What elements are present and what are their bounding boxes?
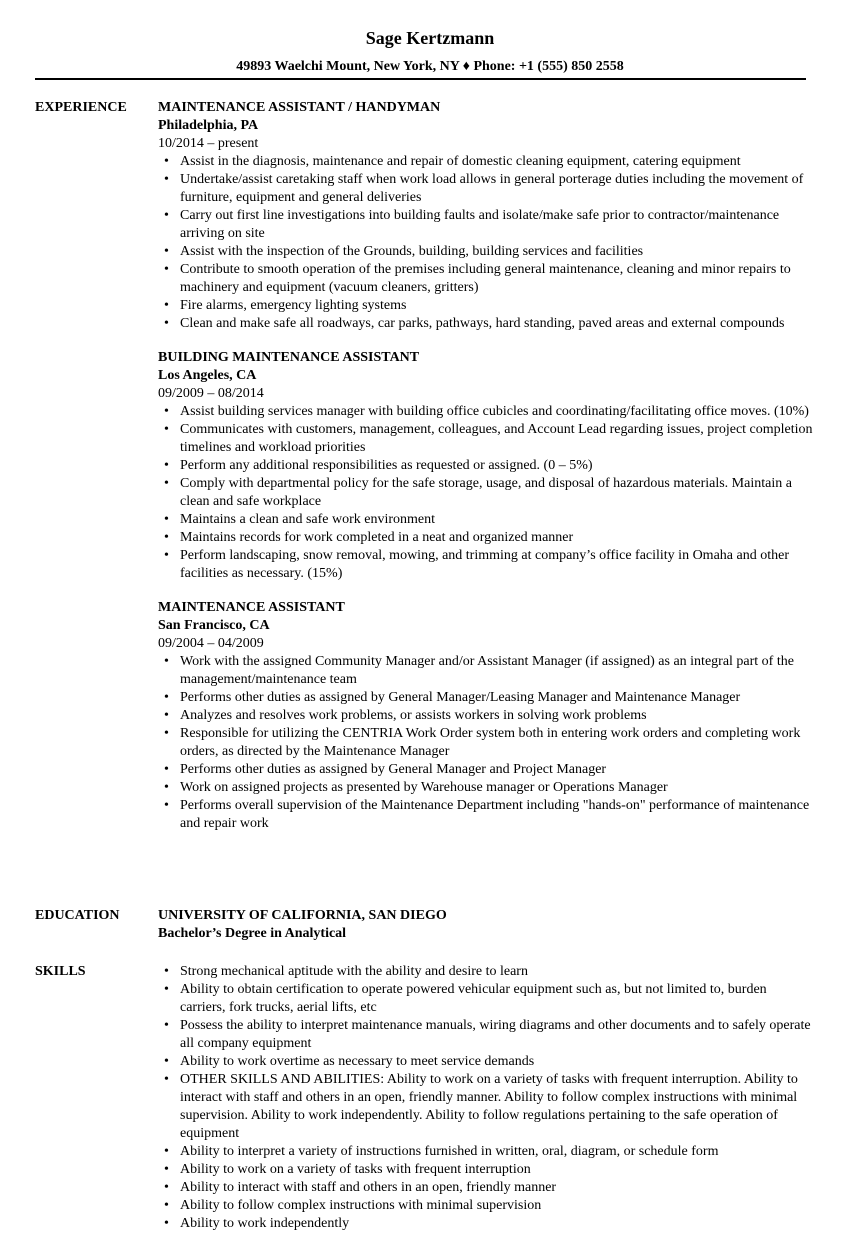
job-title: MAINTENANCE ASSISTANT <box>158 600 345 615</box>
list-item: • Perform landscaping, snow removal, mowing, and trimming at company’s office facility in Omaha and other facilities as necessary. (15%) <box>158 547 813 583</box>
job-entry <box>158 599 813 833</box>
experience-list <box>158 99 813 849</box>
list-item: • Performs other duties as assigned by General Manager and Project Manager <box>158 761 813 779</box>
list-item: • Undertake/assist caretaking staff when work load allows in general porterage duties including the movement of furniture, equipment and general deliveries <box>158 171 813 207</box>
list-item: • Ability to interpret a variety of instructions furnished in written, oral, diagram, or schedule form <box>158 1143 813 1161</box>
contact-line: 49893 Waelchi Mount, New York, NY ♦ Phone: +1 (555) 850 2558 <box>236 59 624 74</box>
header-divider <box>35 78 806 80</box>
list-item: • Strong mechanical aptitude with the ability and desire to learn <box>158 963 813 981</box>
list-item: • Possess the ability to interpret maintenance manuals, wiring diagrams and other documents and to safely operate all company equipment <box>158 1017 813 1053</box>
candidate-name: Sage Kertzmann <box>365 28 495 48</box>
list-item: • Ability to follow complex instructions with minimal supervision <box>158 1197 813 1215</box>
list-item: • Fire alarms, emergency lighting systems <box>158 297 813 315</box>
section-label-education: EDUCATION <box>35 908 120 923</box>
job-dates: 10/2014 – present <box>158 136 259 151</box>
job-title: BUILDING MAINTENANCE ASSISTANT <box>158 350 420 365</box>
job-entry <box>158 349 813 583</box>
list-item: • Maintains a clean and safe work environment <box>158 511 813 529</box>
job-entry <box>158 99 813 333</box>
job-dates: 09/2009 – 08/2014 <box>158 386 264 401</box>
list-item: • Performs overall supervision of the Maintenance Department including "hands-on" performance of maintenance and repair work <box>158 797 813 833</box>
section-label-skills: SKILLS <box>35 964 86 979</box>
list-item: • Ability to work independently <box>158 1215 813 1233</box>
job-location: Philadelphia, PA <box>158 118 259 133</box>
list-item: • Ability to work on a variety of tasks with frequent interruption <box>158 1161 813 1179</box>
list-item: • Work on assigned projects as presented by Warehouse manager or Operations Manager <box>158 779 813 797</box>
list-item: • Maintains records for work completed in a neat and organized manner <box>158 529 813 547</box>
job-title: MAINTENANCE ASSISTANT / HANDYMAN <box>158 100 441 115</box>
list-item: • Ability to obtain certification to operate powered vehicular equipment such as, but not limited to, burden carriers, fork trucks, aerial lifts, etc <box>158 981 813 1017</box>
list-item: • Assist with the inspection of the Grounds, building, building services and facilities <box>158 243 813 261</box>
job-dates: 09/2004 – 04/2009 <box>158 636 264 651</box>
school-name: UNIVERSITY OF CALIFORNIA, SAN DIEGO <box>158 908 447 923</box>
list-item: • Perform any additional responsibilities as requested or assigned. (0 – 5%) <box>158 457 813 475</box>
skills-bullets <box>158 963 813 1233</box>
list-item: • OTHER SKILLS AND ABILITIES: Ability to work on a variety of tasks with frequent interruption. Ability to interact with staff and others in an open, friendly manner. Ability to follow complex instructions with minimal supervision. Ability to work independently. Ability to follow regulations pertaining to the safe operation of equipment <box>158 1071 813 1143</box>
skills-list <box>158 963 813 1233</box>
list-item: • Assist in the diagnosis, maintenance and repair of domestic cleaning equipment, catering equipment <box>158 153 813 171</box>
list-item: • Performs other duties as assigned by General Manager/Leasing Manager and Maintenance Manager <box>158 689 813 707</box>
list-item: • Communicates with customers, management, colleagues, and Account Lead regarding issues, project completion timelines and workload priorities <box>158 421 813 457</box>
job-bullets <box>158 153 813 333</box>
education-entry <box>158 907 813 943</box>
list-item: • Clean and make safe all roadways, car parks, pathways, hard standing, paved areas and external compounds <box>158 315 813 333</box>
list-item: • Contribute to smooth operation of the premises including general maintenance, cleaning and minor repairs to machinery and equipment (vacuum cleaners, gritters) <box>158 261 813 297</box>
list-item: • Analyzes and resolves work problems, or assists workers in solving work problems <box>158 707 813 725</box>
degree: Bachelor’s Degree in Analytical <box>158 926 347 941</box>
list-item: • Carry out first line investigations into building faults and isolate/make safe prior to contractor/maintenance arriving on site <box>158 207 813 243</box>
job-location: San Francisco, CA <box>158 618 270 633</box>
list-item: • Work with the assigned Community Manager and/or Assistant Manager (if assigned) as an integral part of the management/maintenance team <box>158 653 813 689</box>
list-item: • Comply with departmental policy for the safe storage, usage, and disposal of hazardous materials. Maintain a clean and safe workplace <box>158 475 813 511</box>
list-item: • Ability to interact with staff and others in an open, friendly manner <box>158 1179 813 1197</box>
job-bullets <box>158 403 813 583</box>
list-item: • Ability to work overtime as necessary to meet service demands <box>158 1053 813 1071</box>
list-item: • Responsible for utilizing the CENTRIA Work Order system both in entering work orders and completing work orders, as directed by the Maintenance Manager <box>158 725 813 761</box>
job-location: Los Angeles, CA <box>158 368 257 383</box>
list-item: • Assist building services manager with building office cubicles and coordinating/facilitating office moves. (10%) <box>158 403 813 421</box>
job-bullets <box>158 653 813 833</box>
section-label-experience: EXPERIENCE <box>35 100 127 115</box>
